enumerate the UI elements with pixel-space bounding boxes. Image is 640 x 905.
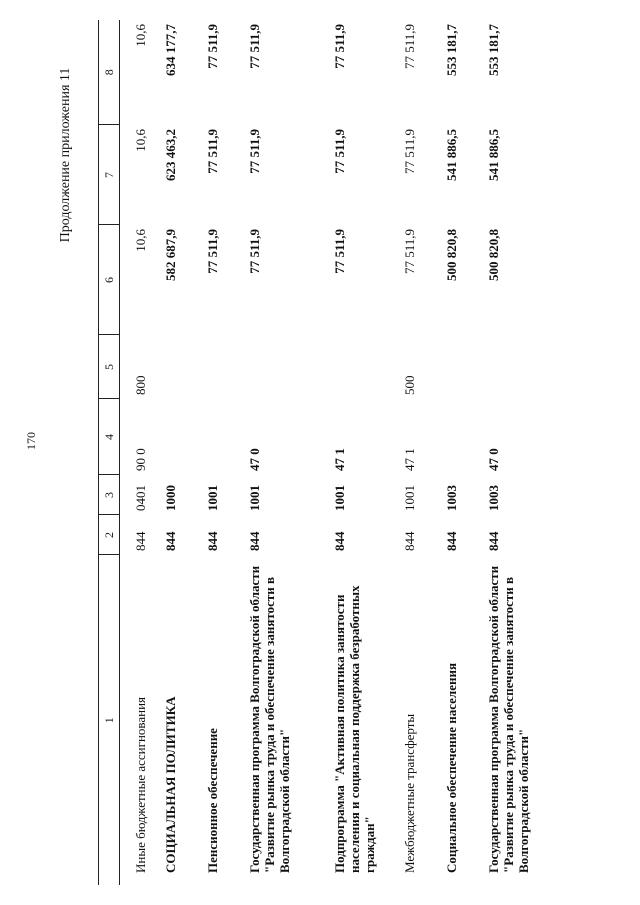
row-ministry-code: 844 [332, 531, 347, 551]
row-ministry-code: 844 [133, 531, 148, 551]
row-amount-1: 77 511,9 [402, 229, 417, 275]
row-ministry-code: 844 [444, 531, 459, 551]
row-amount-3: 77 511,9 [205, 24, 220, 69]
row-expense-type: 800 [133, 375, 148, 395]
row-expense-type [444, 335, 486, 399]
row-name: Государственная программа Волгоградской области "Развитие рынка труда и обеспечение занятости в Волгоградской области" [247, 565, 292, 873]
row-program-code: 47 0 [486, 448, 501, 471]
table-row [205, 20, 247, 885]
row-amount-2: 77 511,9 [247, 129, 262, 174]
row-name: Иные бюджетные ассигнования [133, 696, 148, 873]
row-section-code: 1001 [247, 485, 262, 511]
row-amount-1: 77 511,9 [247, 229, 262, 274]
row-amount-2: 77 511,9 [332, 129, 347, 174]
row-program-code: 47 1 [332, 448, 347, 471]
row-expense-type: 500 [402, 375, 417, 395]
row-section-code: 1001 [205, 485, 220, 511]
row-amount-3: 10,6 [133, 24, 148, 47]
row-name: Пенсионное обеспечение [205, 728, 220, 873]
table-row [444, 20, 486, 885]
row-name: СОЦИАЛЬНАЯ ПОЛИТИКА [163, 696, 178, 873]
row-program-code: 47 0 [247, 448, 262, 471]
row-expense-type [205, 335, 247, 399]
budget-table [98, 20, 546, 885]
row-ministry-code: 844 [486, 531, 501, 551]
page-number: 170 [24, 432, 38, 450]
row-amount-1: 500 820,8 [444, 229, 459, 281]
header-col-4: 4 [99, 399, 120, 475]
row-amount-1: 582 687,9 [163, 229, 178, 281]
row-name: Подпрограмма "Активная политика занятости населения и социальная поддержка безработных граждан" [332, 585, 377, 873]
table-row [402, 20, 444, 885]
table-header-row [99, 20, 120, 885]
row-name: Социальное обеспечение населения [444, 663, 459, 873]
header-col-8: 8 [99, 20, 120, 125]
header-col-6: 6 [99, 225, 120, 335]
row-expense-type [247, 335, 332, 399]
row-amount-2: 541 886,5 [486, 129, 501, 181]
row-amount-1: 500 820,8 [486, 229, 501, 281]
row-section-code: 1001 [402, 485, 417, 511]
table-row [247, 20, 332, 885]
row-section-code: 0401 [133, 485, 148, 511]
table-row [332, 20, 402, 885]
row-amount-1: 77 511,9 [332, 229, 347, 274]
table-row [120, 20, 164, 885]
row-ministry-code: 844 [247, 531, 262, 551]
row-amount-2: 77 511,9 [205, 129, 220, 174]
row-amount-2: 623 463,2 [163, 129, 178, 181]
row-program-code: 90 0 [133, 448, 148, 471]
row-program-code [163, 399, 205, 475]
row-amount-1: 77 511,9 [205, 229, 220, 274]
header-col-1: 1 [99, 555, 120, 885]
row-program-code [205, 399, 247, 475]
row-ministry-code: 844 [163, 531, 178, 551]
row-amount-3: 634 177,7 [163, 24, 178, 76]
header-col-2: 2 [99, 515, 120, 555]
row-name: Межбюджетные трансферты [402, 713, 417, 873]
row-section-code: 1003 [486, 485, 501, 511]
appendix-caption: Продолжение приложения 11 [58, 67, 73, 243]
table-row [486, 20, 546, 885]
row-program-code [444, 399, 486, 475]
row-section-code: 1000 [163, 485, 178, 511]
row-name: Государственная программа Волгоградской области "Развитие рынка труда и обеспечение занятости в Волгоградской области" [486, 565, 531, 873]
row-expense-type [163, 335, 205, 399]
row-amount-3: 553 181,7 [486, 24, 501, 76]
table-row [163, 20, 205, 885]
row-expense-type [486, 335, 546, 399]
header-col-5: 5 [99, 335, 120, 399]
row-amount-3: 77 511,9 [332, 24, 347, 69]
header-col-7: 7 [99, 125, 120, 225]
row-amount-3: 77 511,9 [402, 24, 417, 70]
row-ministry-code: 844 [402, 531, 417, 551]
row-section-code: 1003 [444, 485, 459, 511]
row-ministry-code: 844 [205, 531, 220, 551]
row-amount-3: 77 511,9 [247, 24, 262, 69]
row-amount-2: 541 886,5 [444, 129, 459, 181]
row-expense-type [332, 335, 402, 399]
row-amount-2: 77 511,9 [402, 129, 417, 175]
row-amount-1: 10,6 [133, 229, 148, 252]
row-amount-3: 553 181,7 [444, 24, 459, 76]
row-amount-2: 10,6 [133, 129, 148, 152]
row-program-code: 47 1 [402, 448, 417, 471]
row-section-code: 1001 [332, 485, 347, 511]
header-col-3: 3 [99, 475, 120, 515]
